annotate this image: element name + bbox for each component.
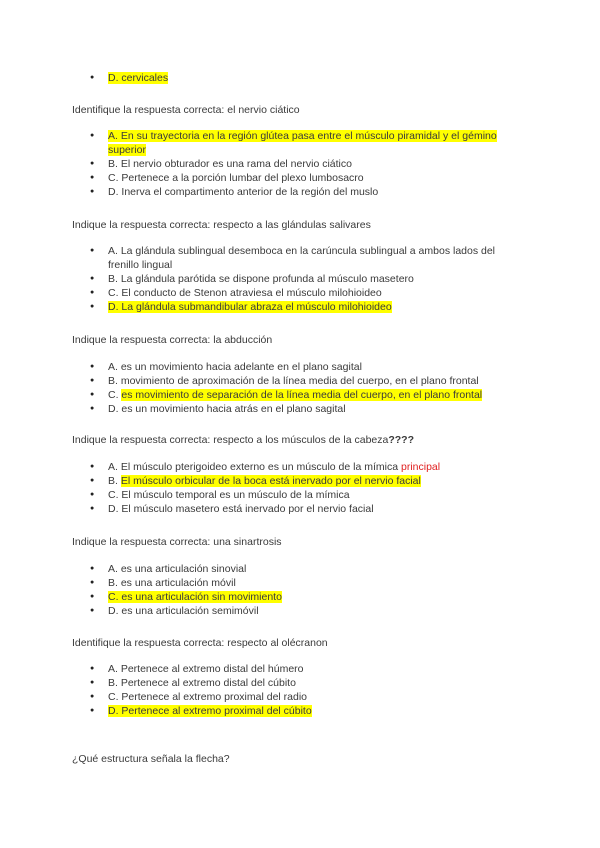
option-note: principal — [400, 461, 441, 473]
question-text: Identifique la respuesta correcta: respecto al olécranon — [72, 637, 328, 649]
option-text: B. es una articulación móvil — [108, 577, 236, 589]
option-text: es movimiento de separación de la línea media del cuerpo, en el plano frontal — [121, 389, 483, 401]
question-text: Identifique la respuesta correcta: el nervio ciático — [72, 104, 300, 116]
option-text: A. La glándula sublingual desemboca en la carúncula sublingual a ambos lados del frenillo lingual — [108, 245, 496, 271]
option-text: El músculo orbicular de la boca está inervado por el nervio facial — [120, 475, 421, 487]
question-main: Indique la respuesta correcta: respecto a los músculos de la cabeza — [72, 434, 389, 446]
question-text — [72, 433, 414, 447]
option-text: D. Pertenece al extremo proximal del cúbito — [108, 705, 312, 717]
option-item — [90, 502, 510, 516]
option-item — [90, 474, 510, 488]
option-list — [90, 662, 510, 718]
option-text: D. es una articulación semimóvil — [108, 605, 259, 617]
option-item — [90, 676, 510, 690]
option-item — [90, 244, 510, 272]
question-suffix: ???? — [388, 434, 414, 446]
option-text: D. La glándula submandibular abraza el músculo milohioideo — [108, 301, 392, 313]
option-item — [90, 300, 510, 314]
option-list — [90, 71, 510, 85]
option-text: A. En su trayectoria en la región glútea pasa entre el músculo piramidal y el gémino superior — [108, 130, 497, 156]
option-item — [90, 374, 510, 388]
option-text: A. es un movimiento hacia adelante en el plano sagital — [108, 361, 362, 373]
option-list — [90, 360, 510, 416]
option-item — [90, 488, 510, 502]
option-item — [90, 286, 510, 300]
option-text: B. El nervio obturador es una rama del nervio ciático — [108, 158, 352, 170]
option-item — [90, 662, 510, 676]
option-text: D. El músculo masetero está inervado por el nervio facial — [108, 503, 374, 515]
option-text: D. Inerva el compartimento anterior de la región del muslo — [108, 186, 379, 198]
option-item — [90, 402, 510, 416]
option-item — [90, 590, 510, 604]
option-text: D. es un movimiento hacia atrás en el plano sagital — [108, 403, 346, 415]
option-item — [90, 129, 510, 157]
question-text: Indique la respuesta correcta: respecto a las glándulas salivares — [72, 219, 371, 231]
option-item — [90, 690, 510, 704]
option-text: C. Pertenece al extremo proximal del radio — [108, 691, 308, 703]
option-list — [90, 129, 510, 199]
option-text: C. es una articulación sin movimiento — [108, 591, 282, 603]
option-text: C. El conducto de Stenon atraviesa el músculo milohioideo — [108, 287, 382, 299]
option-list — [90, 460, 510, 516]
option-item — [90, 388, 510, 402]
option-text: A. es una articulación sinovial — [108, 563, 247, 575]
option-list — [90, 562, 510, 618]
option-text: C. Pertenece a la porción lumbar del plexo lumbosacro — [108, 172, 364, 184]
option-item — [90, 171, 510, 185]
option-item — [90, 460, 510, 474]
option-list — [90, 244, 510, 314]
option-text: D. cervicales — [108, 72, 169, 84]
option-text: B. La glándula parótida se dispone profunda al músculo masetero — [108, 273, 414, 285]
option-item — [90, 604, 510, 618]
option-prefix: C. — [108, 389, 122, 401]
question-text: Indique la respuesta correcta: la abducción — [72, 334, 273, 346]
question-text: Indique la respuesta correcta: una sinartrosis — [72, 536, 282, 548]
option-item — [90, 562, 510, 576]
option-item — [90, 157, 510, 171]
option-text: A. Pertenece al extremo distal del húmero — [108, 663, 304, 675]
option-item — [90, 272, 510, 286]
question-text: ¿Qué estructura señala la flecha? — [72, 753, 230, 765]
option-text: A. El músculo pterigoideo externo es un músculo de la mímica — [108, 461, 401, 473]
option-item — [90, 704, 510, 718]
option-text: B. movimiento de aproximación de la línea media del cuerpo, en el plano frontal — [108, 375, 479, 387]
option-item — [90, 576, 510, 590]
option-item — [90, 185, 510, 199]
option-text: B. Pertenece al extremo distal del cúbito — [108, 677, 296, 689]
option-text: C. El músculo temporal es un músculo de la mímica — [108, 489, 350, 501]
option-prefix: B. — [108, 475, 121, 487]
option-item — [90, 71, 510, 85]
option-item — [90, 360, 510, 374]
